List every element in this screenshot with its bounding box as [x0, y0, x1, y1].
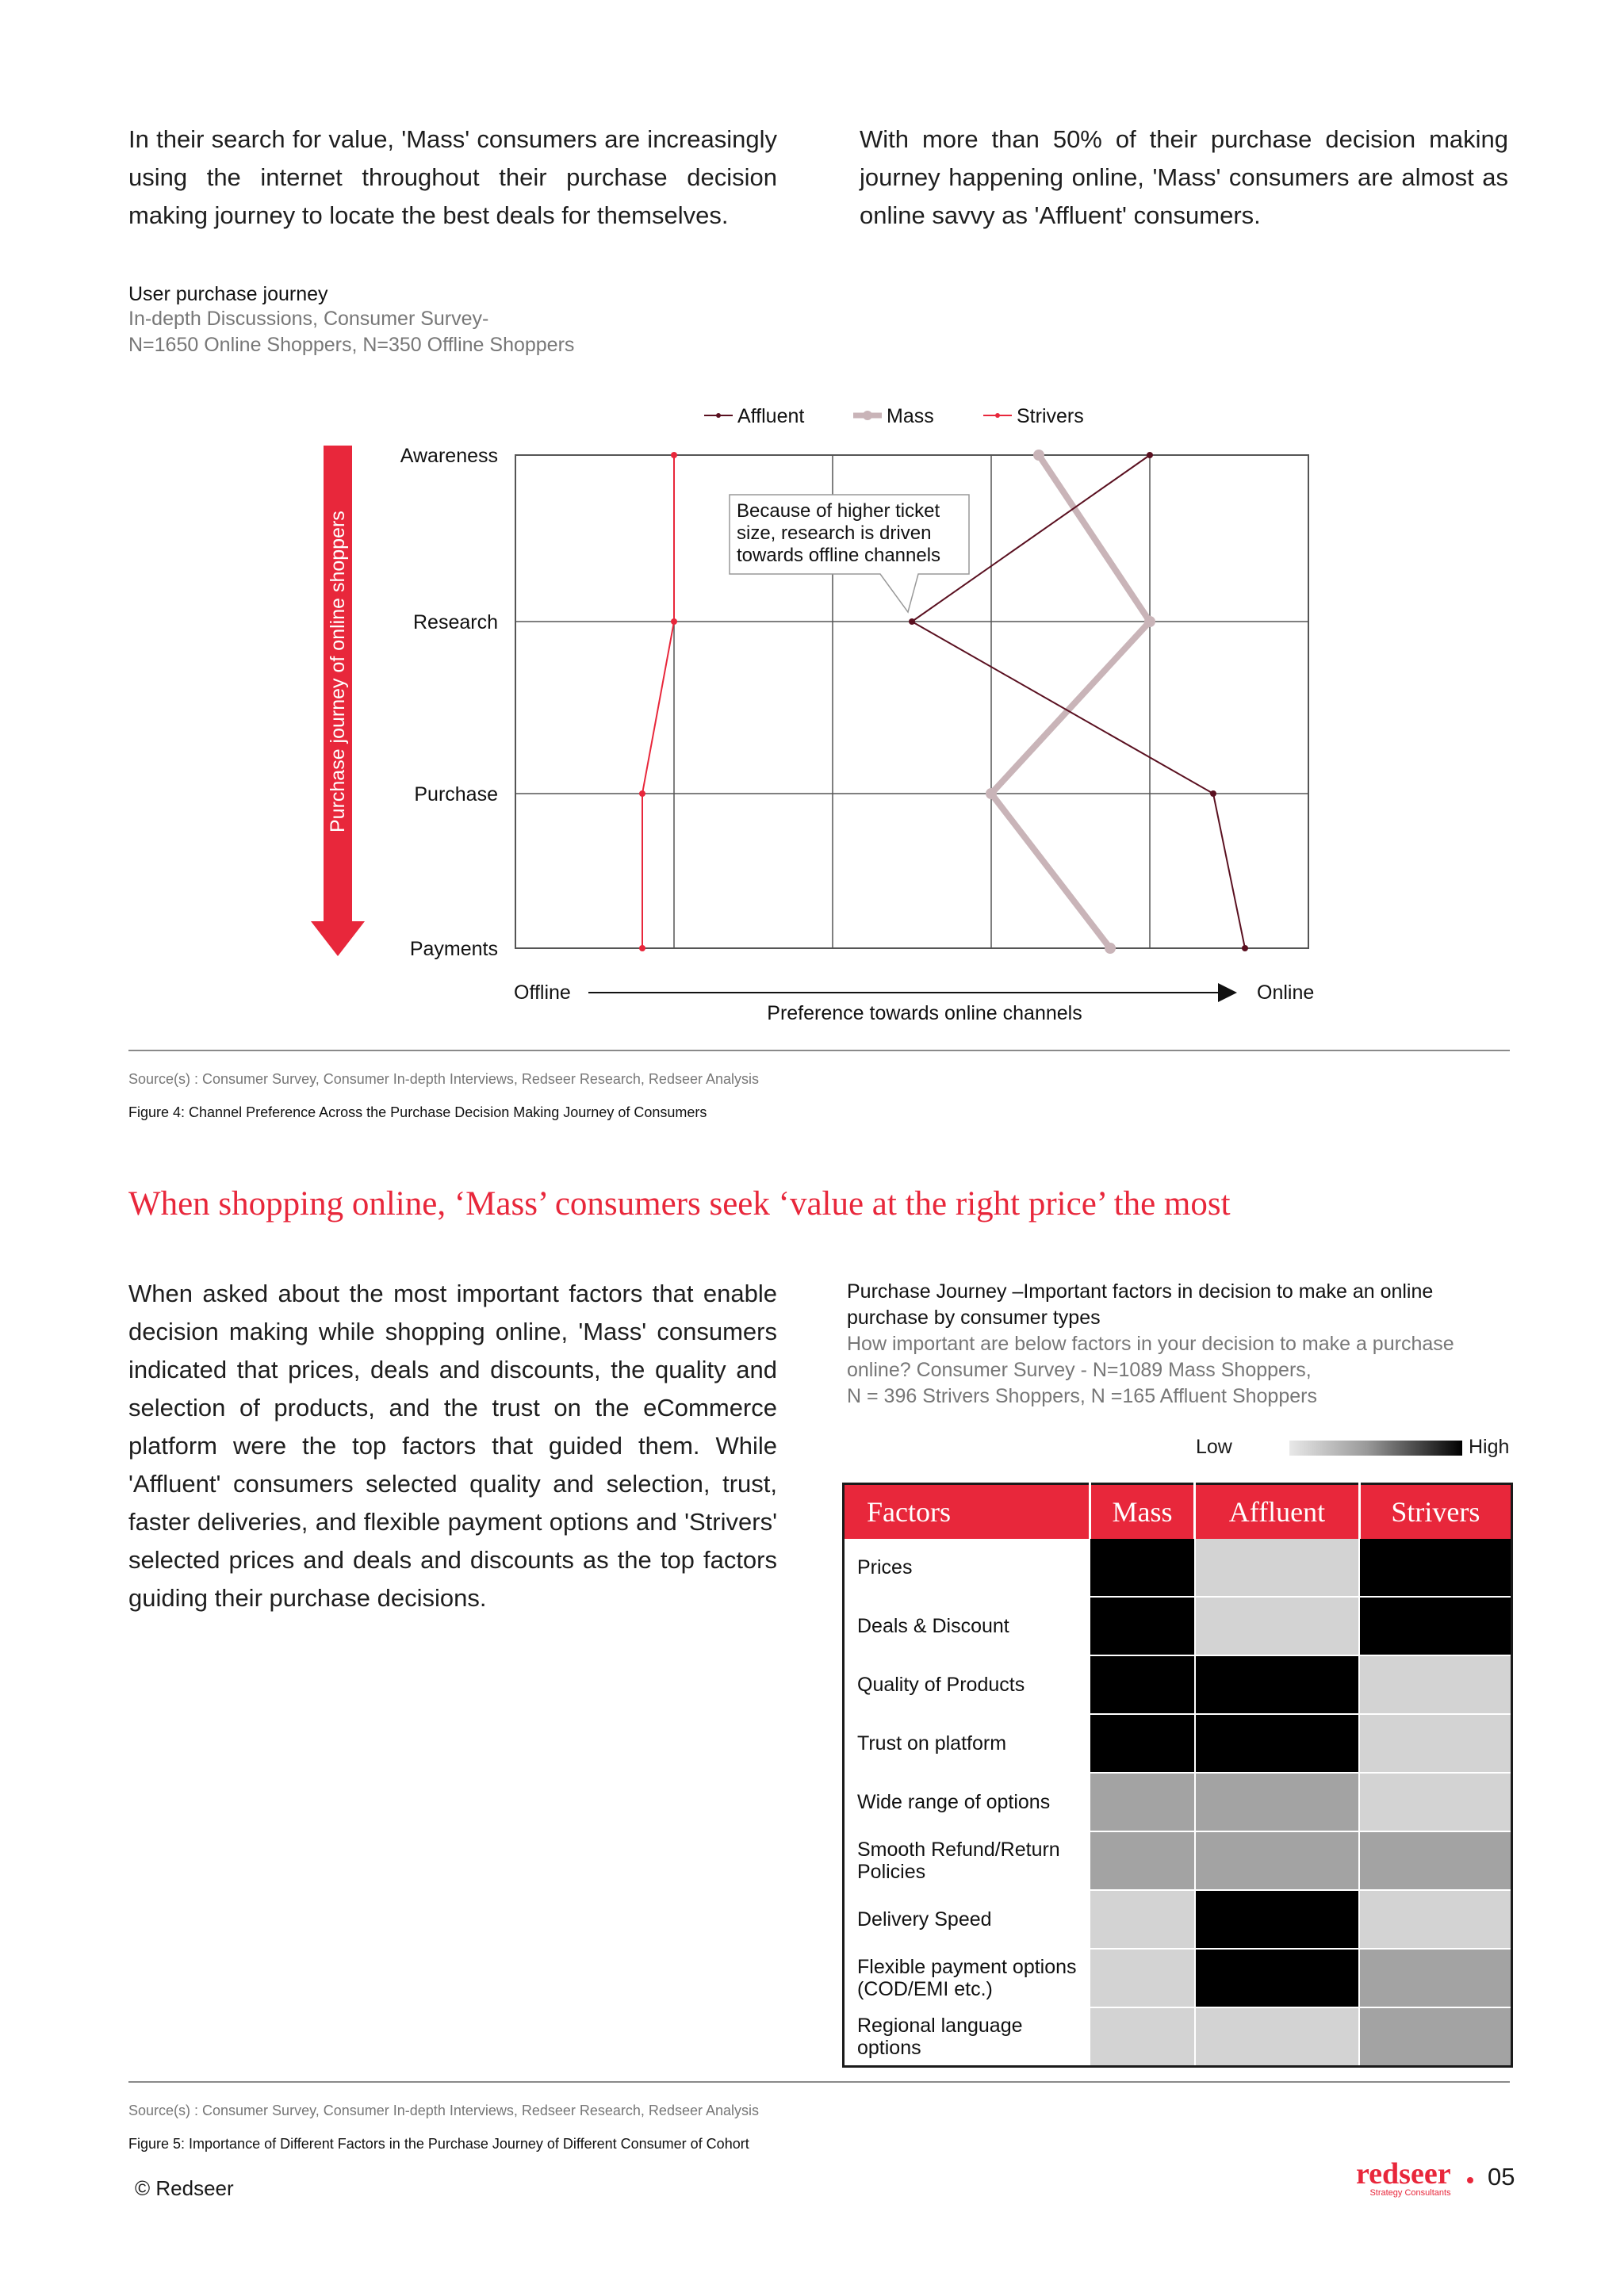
body-left-paragraph: When asked about the most important factors that enable decision making while shopping online, 'Mass' consumers indicated that prices, deals and discounts, the quality and selection of products, and the trust on the eCommerce platform were the top factors that guided them. While 'Affluent' consumers selected quality and selection, trust, faster deliveries, and flexible payment options and 'Strivers' selected prices and deals and discounts as the top factors guiding their purchase decisions. — [128, 1280, 777, 1612]
x-axis-right-label: Online — [1257, 982, 1315, 1004]
logo-wordmark: redseer — [1356, 2157, 1451, 2191]
table-caption-sub: How important are below factors in your decision to make a purchase online? Consumer Survey - N=1089 Mass Shoppers, — [847, 1333, 1454, 1381]
chart-caption-line2: N=1650 Online Shoppers, N=350 Offline Shoppers — [128, 334, 575, 356]
heat-cell-strivers — [1359, 1597, 1511, 1655]
heat-cell-strivers — [1359, 1831, 1511, 1890]
heat-cell-mass — [1090, 1890, 1195, 1949]
table-row — [844, 1655, 1512, 1714]
annotation-text: Because of higher ticket — [737, 500, 940, 522]
table-caption-sub2: N = 396 Strivers Shoppers, N =165 Affluent Shoppers — [847, 1385, 1317, 1407]
legend-high: High — [1469, 1436, 1510, 1458]
table-caption — [847, 1279, 1497, 1410]
heat-cell-strivers — [1359, 2007, 1511, 2067]
chart-y-labels — [400, 445, 498, 960]
chart-caption — [128, 283, 763, 358]
chart-x-axis — [514, 982, 1314, 1024]
section-heading: When shopping online, ‘Mass’ consumers seek ‘value at the right price’ the most — [128, 1185, 1231, 1223]
table-row — [844, 1539, 1512, 1597]
table-row — [844, 1890, 1512, 1949]
heat-cell-affluent — [1195, 1831, 1360, 1890]
data-point-mass — [1144, 616, 1155, 627]
factors-heatmap-table — [842, 1483, 1513, 2068]
series-line-strivers — [642, 455, 674, 948]
heat-cell-strivers — [1359, 1714, 1511, 1773]
heat-cell-affluent — [1195, 1714, 1360, 1773]
data-point-affluent — [1147, 452, 1153, 458]
heat-cell-mass — [1090, 1655, 1195, 1714]
redseer-logo — [1356, 2157, 1451, 2198]
annotation-text: size, research is driven — [737, 522, 932, 544]
heat-cell-strivers — [1359, 1890, 1511, 1949]
heat-cell-affluent — [1195, 1655, 1360, 1714]
data-point-mass — [1105, 943, 1116, 954]
arrow-head-icon — [311, 921, 365, 956]
heat-cell-mass — [1090, 1714, 1195, 1773]
heat-cell-mass — [1090, 1539, 1195, 1597]
header-mass: Mass — [1090, 1484, 1195, 1540]
chart-legend — [704, 405, 1084, 427]
fig4-caption: Figure 4: Channel Preference Across the Purchase Decision Making Journey of Consumers — [128, 1104, 707, 1120]
fig5-source: Source(s) : Consumer Survey, Consumer In-depth Interviews, Redseer Research, Redseer Analysis — [128, 2103, 759, 2118]
y-tick-label: Purchase — [414, 783, 498, 806]
table-row — [844, 1773, 1512, 1831]
heat-cell-strivers — [1359, 1949, 1511, 2007]
header-factors: Factors — [844, 1484, 1090, 1540]
legend-low: Low — [1196, 1436, 1232, 1458]
legend-marker — [716, 413, 721, 418]
data-point-strivers — [671, 618, 677, 625]
table-row — [844, 1831, 1512, 1890]
heat-cell-affluent — [1195, 1949, 1360, 2007]
heat-cell-affluent — [1195, 2007, 1360, 2067]
logo-subtitle: Strategy Consultants — [1369, 2188, 1451, 2198]
divider — [128, 1050, 1510, 1051]
y-axis-label: Purchase journey of online shoppers — [327, 511, 349, 832]
table-row — [844, 2007, 1512, 2067]
factor-label: Prices — [844, 1539, 1090, 1597]
factor-label: Wide range of options — [844, 1773, 1090, 1831]
y-tick-label: Research — [413, 611, 498, 633]
y-tick-label: Awareness — [400, 445, 498, 467]
x-axis-left-label: Offline — [514, 982, 571, 1004]
table-row — [844, 1714, 1512, 1773]
data-point-affluent — [1210, 790, 1216, 797]
intro-right-paragraph: With more than 50% of their purchase decision making journey happening online, 'Mass' consumers are almost as online savvy as 'Affluent' consumers. — [860, 125, 1508, 229]
journey-arrow-icon — [311, 446, 365, 956]
factor-label: Flexible payment options (COD/EMI etc.) — [844, 1949, 1090, 2007]
data-point-mass — [1033, 450, 1044, 461]
legend-gradient — [1289, 1441, 1462, 1456]
heat-cell-mass — [1090, 1949, 1195, 2007]
data-point-mass — [986, 788, 997, 799]
heat-cell-affluent — [1195, 1539, 1360, 1597]
legend-marker — [863, 411, 872, 420]
data-point-strivers — [639, 790, 645, 797]
fig4-source: Source(s) : Consumer Survey, Consumer In-depth Interviews, Redseer Research, Redseer Analysis — [128, 1071, 759, 1087]
header-affluent: Affluent — [1195, 1484, 1360, 1540]
heat-cell-strivers — [1359, 1773, 1511, 1831]
table-caption-title: Purchase Journey –Important factors in decision to make an online purchase by consumer types — [847, 1280, 1434, 1329]
chart-caption-line1: In-depth Discussions, Consumer Survey- — [128, 308, 489, 330]
chart-caption-title: User purchase journey — [128, 283, 328, 305]
data-point-strivers — [639, 945, 645, 951]
chart-annotation — [730, 495, 969, 612]
factor-label: Regional language options — [844, 2007, 1090, 2067]
factor-label: Quality of Products — [844, 1655, 1090, 1714]
heat-cell-affluent — [1195, 1890, 1360, 1949]
data-point-affluent — [909, 618, 915, 625]
data-point-strivers — [671, 452, 677, 458]
heat-cell-mass — [1090, 1831, 1195, 1890]
heat-cell-affluent — [1195, 1773, 1360, 1831]
table-header-row — [844, 1484, 1512, 1540]
heat-cell-mass — [1090, 1597, 1195, 1655]
x-axis-title: Preference towards online channels — [767, 1002, 1082, 1024]
header-strivers: Strivers — [1359, 1484, 1511, 1540]
divider — [128, 2081, 1510, 2083]
factor-label: Delivery Speed — [844, 1890, 1090, 1949]
fig5-caption: Figure 5: Importance of Different Factors in the Purchase Journey of Different Consumer of Cohort — [128, 2136, 749, 2152]
data-point-affluent — [1242, 945, 1248, 951]
table-row — [844, 1949, 1512, 2007]
heat-cell-strivers — [1359, 1539, 1511, 1597]
footer-copyright: © Redseer — [135, 2176, 234, 2200]
page-number: 05 — [1488, 2163, 1515, 2191]
series-line-mass — [991, 455, 1150, 948]
intro-left-paragraph: In their search for value, 'Mass' consumers are increasingly using the internet throughout their purchase decision making journey to locate the best deals for themselves. — [128, 125, 777, 229]
heat-cell-mass — [1090, 1773, 1195, 1831]
footer-dot — [1467, 2177, 1473, 2183]
y-tick-label: Payments — [409, 938, 498, 960]
legend-label: Affluent — [737, 405, 805, 427]
factor-label: Smooth Refund/Return Policies — [844, 1831, 1090, 1890]
heat-cell-affluent — [1195, 1597, 1360, 1655]
factor-label: Trust on platform — [844, 1714, 1090, 1773]
legend-label: Mass — [887, 405, 934, 427]
legend-marker — [995, 413, 1000, 418]
legend-label: Strivers — [1017, 405, 1084, 427]
table-row — [844, 1597, 1512, 1655]
annotation-text: towards offline channels — [737, 545, 941, 566]
heat-cell-strivers — [1359, 1655, 1511, 1714]
factor-label: Deals & Discount — [844, 1597, 1090, 1655]
purchase-journey-chart — [0, 388, 1624, 1039]
heat-cell-mass — [1090, 2007, 1195, 2067]
